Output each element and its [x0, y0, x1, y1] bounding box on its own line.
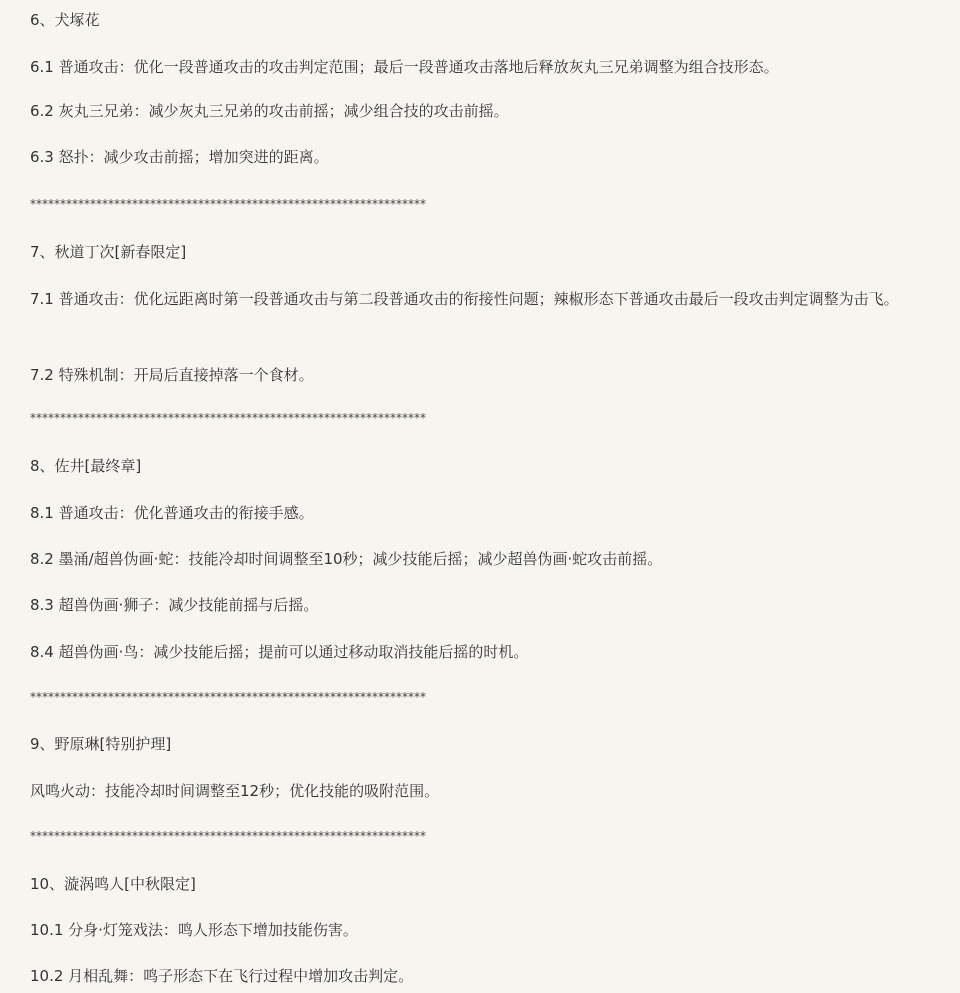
paragraph: 7.1 普通攻击：优化远距离时第一段普通攻击与第二段普通攻击的衔接性问题；辣椒形态下普通攻击最后一段攻击判定调整为击飞。	[30, 290, 899, 308]
section-heading: 8、佐井[最终章]	[30, 457, 142, 475]
paragraph: 10.1 分身·灯笼戏法：鸣人形态下增加技能伤害。	[30, 921, 358, 939]
paragraph: 6.2 灰丸三兄弟：减少灰丸三兄弟的攻击前摇；减少组合技的攻击前摇。	[30, 102, 509, 120]
separator: ******************************************************************	[30, 829, 426, 843]
paragraph: 风鸣火动：技能冷却时间调整至12秒；优化技能的吸附范围。	[30, 782, 440, 800]
separator: ******************************************************************	[30, 690, 426, 704]
separator: ******************************************************************	[30, 197, 426, 211]
paragraph: 6.3 怒扑：减少攻击前摇；增加突进的距离。	[30, 148, 329, 166]
paragraph: 8.1 普通攻击：优化普通攻击的衔接手感。	[30, 504, 314, 522]
paragraph: 7.2 特殊机制：开局后直接掉落一个食材。	[30, 366, 314, 384]
paragraph: 8.4 超兽伪画·鸟：减少技能后摇；提前可以通过移动取消技能后摇的时机。	[30, 643, 529, 661]
separator: ******************************************************************	[30, 411, 426, 425]
section-heading: 9、野原琳[特别护理]	[30, 735, 172, 753]
section-heading: 7、秋道丁次[新春限定]	[30, 243, 187, 261]
paragraph: 8.3 超兽伪画·狮子：减少技能前摇与后摇。	[30, 596, 319, 614]
section-heading: 6、犬塚花	[30, 11, 100, 29]
paragraph: 6.1 普通攻击：优化一段普通攻击的攻击判定范围；最后一段普通攻击落地后释放灰丸三兄弟调整为组合技形态。	[30, 58, 779, 76]
paragraph: 8.2 墨涌/超兽伪画·蛇：技能冷却时间调整至10秒；减少技能后摇；减少超兽伪画·蛇攻击前摇。	[30, 550, 663, 568]
paragraph: 10.2 月相乱舞：鸣子形态下在飞行过程中增加攻击判定。	[30, 967, 414, 985]
section-heading: 10、漩涡鸣人[中秋限定]	[30, 875, 196, 893]
